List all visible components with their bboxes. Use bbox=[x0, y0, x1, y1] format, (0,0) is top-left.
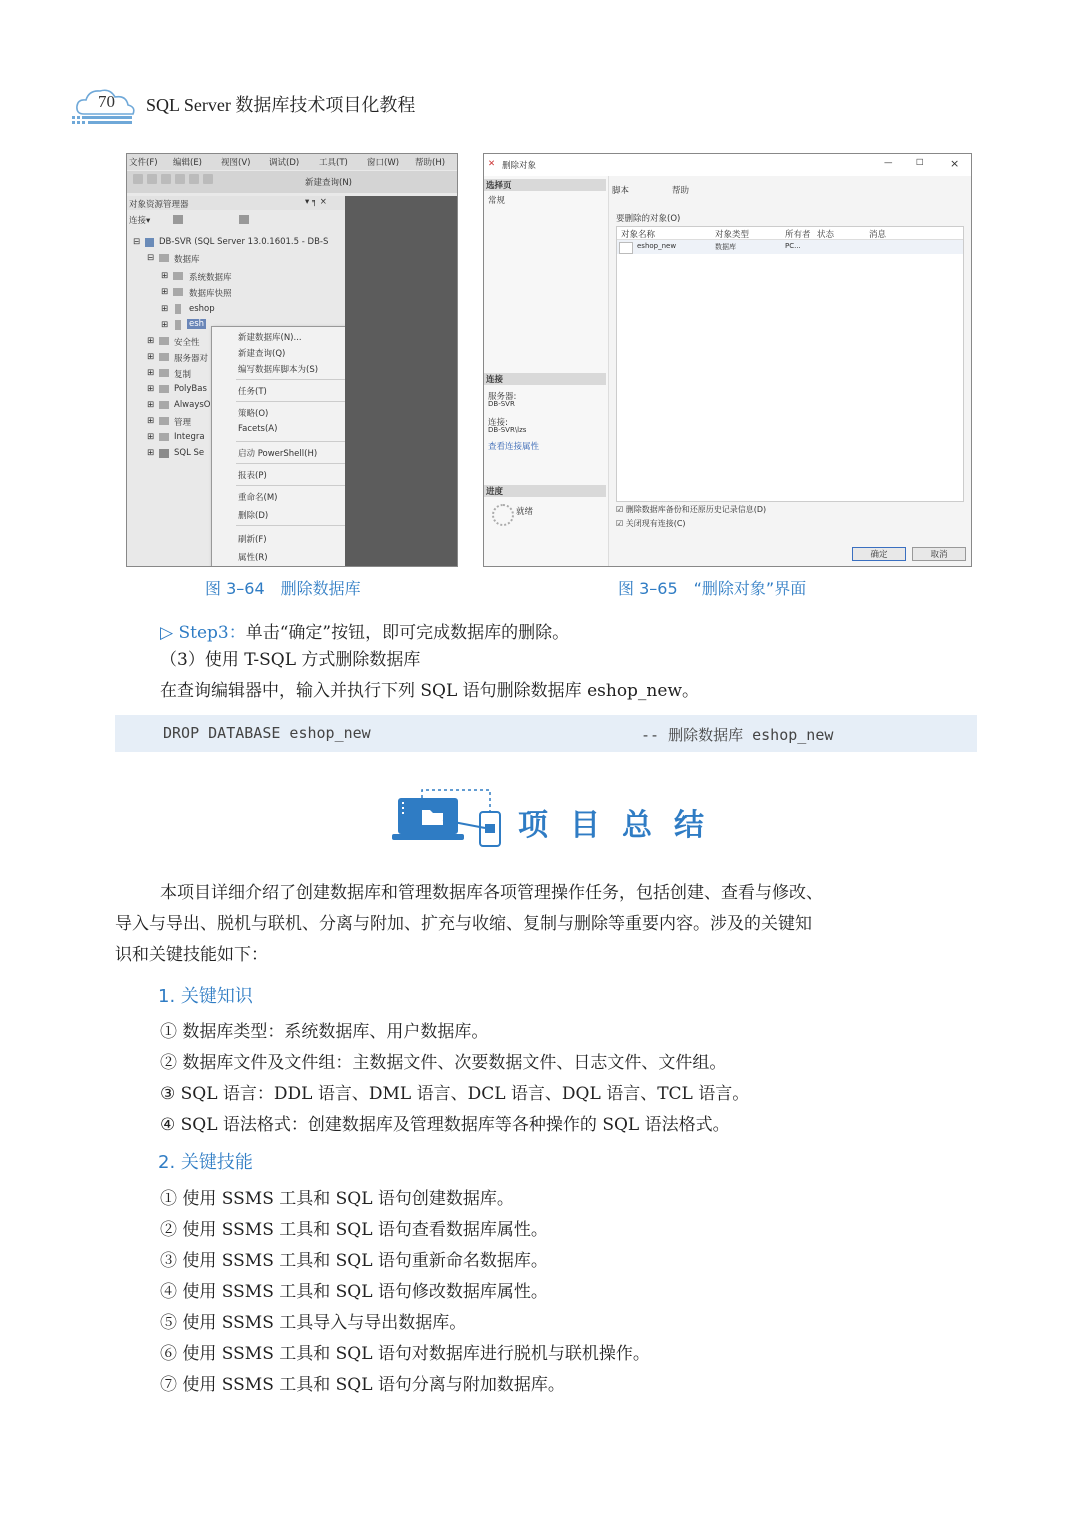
checkbox-delete-history-label: 删除数据库备份和还原历史记录信息(D) bbox=[625, 505, 767, 514]
ssms-screenshot bbox=[126, 153, 458, 567]
step3-text: 单击“确定”按钮，即可完成数据库的删除。 bbox=[245, 623, 570, 643]
section-title: 项目总结 bbox=[518, 808, 726, 843]
page-general-item[interactable]: 常规 bbox=[488, 196, 506, 206]
grid-header bbox=[617, 227, 963, 240]
heading-tsql-delete: （3）使用 T-SQL 方式删除数据库 bbox=[160, 650, 421, 670]
server-label: 服务器: bbox=[488, 392, 517, 402]
close-icon[interactable]: × bbox=[950, 157, 960, 170]
menu-properties[interactable]: 属性(R) bbox=[238, 553, 268, 563]
figure-caption-left: 图 3–64 删除数据库 bbox=[205, 579, 361, 598]
intro-paragraph: 在查询编辑器中，输入并执行下列 SQL 语句删除数据库 eshop_new。 bbox=[160, 681, 699, 701]
toolbar-back-icon[interactable] bbox=[133, 174, 143, 184]
expand-icon[interactable]: ⊞ bbox=[147, 448, 155, 458]
database-icon bbox=[175, 304, 181, 314]
expand-icon[interactable]: ⊞ bbox=[161, 287, 169, 297]
list-item: ② 使用 SSMS 工具和 SQL 语句查看数据库属性。 bbox=[160, 1220, 548, 1240]
menu-reports[interactable]: 报表(P) bbox=[238, 471, 267, 481]
server-value: DB-SVR bbox=[488, 400, 515, 408]
toolbar-open-icon[interactable] bbox=[175, 174, 185, 184]
objects-to-delete-label: 要删除的对象(O) bbox=[616, 214, 681, 224]
checkbox-close-connections[interactable]: ☑ 关闭现有连接(C) bbox=[616, 519, 686, 528]
key-knowledge-heading: 1. 关键知识 bbox=[158, 986, 253, 1007]
explorer-title: 对象资源管理器 bbox=[129, 200, 189, 210]
list-item: ⑥ 使用 SSMS 工具和 SQL 语句对数据库进行脱机与联机操作。 bbox=[160, 1344, 650, 1364]
list-item: ① 使用 SSMS 工具和 SQL 语句创建数据库。 bbox=[160, 1189, 514, 1209]
menu-refresh[interactable]: 刷新(F) bbox=[238, 535, 267, 545]
menu-start-powershell[interactable]: 启动 PowerShell(H) bbox=[238, 449, 318, 459]
tree-item-integration[interactable]: Integra bbox=[174, 432, 205, 442]
col-object-name[interactable]: 对象名称 bbox=[621, 230, 656, 240]
folder-icon bbox=[159, 401, 169, 409]
toolbar-forward-icon[interactable] bbox=[147, 174, 157, 184]
menu-delete[interactable]: 删除(D) bbox=[238, 511, 269, 521]
server-icon bbox=[145, 238, 154, 247]
list-item: ⑦ 使用 SSMS 工具和 SQL 语句分离与附加数据库。 bbox=[160, 1375, 565, 1395]
list-item: ② 数据库文件及文件组：主数据文件、次要数据文件、日志文件、文件组。 bbox=[160, 1053, 727, 1073]
laptop-phone-icon bbox=[392, 788, 510, 850]
play-circle-icon: ▷ bbox=[160, 623, 174, 643]
col-message[interactable]: 消息 bbox=[869, 230, 887, 240]
tree-item-management[interactable]: 管理 bbox=[174, 418, 192, 428]
ssms-menubar bbox=[127, 154, 457, 170]
folder-icon bbox=[159, 353, 169, 361]
server-node[interactable]: DB-SVR (SQL Server 13.0.1601.5 - DB-S bbox=[159, 237, 329, 247]
menu-new-query[interactable]: 新建查询(Q) bbox=[238, 349, 286, 359]
expand-icon[interactable]: ⊞ bbox=[161, 304, 169, 314]
connection-header: 连接 bbox=[484, 373, 606, 385]
menu-edit[interactable]: 编辑(E) bbox=[173, 158, 203, 168]
dialog-title: 删除对象 bbox=[502, 161, 537, 171]
table-row[interactable] bbox=[617, 240, 963, 254]
tree-item-system-databases[interactable]: 系统数据库 bbox=[189, 273, 232, 283]
tree-item-polybase[interactable]: PolyBas bbox=[174, 384, 207, 394]
dialog-sidebar bbox=[484, 176, 609, 567]
list-item: ④ SQL 语法格式：创建数据库及管理数据库等各种操作的 SQL 语法格式。 bbox=[160, 1115, 730, 1135]
minimize-icon[interactable]: — bbox=[884, 158, 893, 168]
delete-object-dialog bbox=[483, 153, 972, 567]
checkbox-delete-history[interactable]: ☑ 删除数据库备份和还原历史记录信息(D) bbox=[616, 505, 767, 514]
ssms-toolbar bbox=[127, 171, 457, 193]
ok-button[interactable]: 确定 bbox=[852, 547, 906, 561]
tree-item-databases[interactable]: 数据库 bbox=[174, 255, 200, 265]
menu-facets[interactable]: Facets(A) bbox=[238, 424, 278, 434]
editor-area bbox=[345, 196, 458, 567]
connect-button[interactable]: 连接▾ bbox=[129, 216, 151, 226]
figure-caption-right: 图 3–65 “删除对象”界面 bbox=[618, 579, 807, 598]
connect-icon[interactable] bbox=[173, 215, 183, 224]
cell-owner: PC... bbox=[785, 242, 801, 250]
database-icon bbox=[175, 320, 181, 330]
expand-icon[interactable]: ⊞ bbox=[147, 352, 155, 362]
dialog-titlebar bbox=[484, 154, 972, 176]
expand-icon[interactable]: ⊟ bbox=[147, 253, 155, 263]
col-status[interactable]: 状态 bbox=[817, 230, 835, 240]
new-query-button[interactable]: 新建查询(N) bbox=[305, 178, 352, 188]
progress-status: 就绪 bbox=[516, 507, 534, 517]
folder-icon bbox=[159, 433, 169, 441]
list-item: ⑤ 使用 SSMS 工具导入与导出数据库。 bbox=[160, 1313, 467, 1333]
explorer-titlebar bbox=[127, 196, 345, 210]
list-item: ③ 使用 SSMS 工具和 SQL 语句重新命名数据库。 bbox=[160, 1251, 548, 1271]
checkbox-close-connections-label: 关闭现有连接(C) bbox=[625, 519, 686, 528]
expand-icon[interactable]: ⊞ bbox=[147, 384, 155, 394]
expand-icon[interactable]: ⊞ bbox=[147, 400, 155, 410]
step3-line bbox=[160, 618, 569, 643]
explorer-toolbar bbox=[127, 212, 345, 226]
summary-line-3: 识和关键技能如下： bbox=[115, 945, 268, 965]
expand-icon[interactable]: ⊞ bbox=[161, 271, 169, 281]
folder-icon bbox=[159, 369, 169, 377]
menu-view[interactable]: 视图(V) bbox=[221, 158, 251, 168]
progress-header: 进度 bbox=[484, 485, 606, 497]
tree-item-eshop[interactable]: eshop bbox=[189, 304, 215, 314]
code-comment: -- 删除数据库 eshop_new bbox=[641, 726, 834, 744]
book-title: SQL Server 数据库技术项目化教程 bbox=[146, 95, 416, 115]
summary-line-1: 本项目详细介绍了创建数据库和管理数据库各项管理操作任务，包括创建、查看与修改、 bbox=[160, 883, 823, 903]
folder-icon bbox=[173, 288, 183, 296]
menu-window[interactable]: 窗口(W) bbox=[367, 158, 400, 168]
folder-icon bbox=[159, 254, 169, 262]
tree-item-replication[interactable]: 复制 bbox=[174, 370, 192, 380]
refresh-icon[interactable] bbox=[239, 215, 249, 224]
maximize-icon[interactable]: ☐ bbox=[916, 158, 924, 168]
agent-icon bbox=[159, 449, 169, 458]
folder-icon bbox=[159, 337, 169, 345]
tree-item-sql-agent[interactable]: SQL Se bbox=[174, 448, 205, 458]
expand-icon[interactable]: ⊟ bbox=[133, 237, 141, 247]
menu-file[interactable]: 文件(F) bbox=[129, 158, 158, 168]
connection-value: DB-SVR\lzs bbox=[488, 426, 527, 434]
folder-icon bbox=[173, 272, 183, 280]
list-item: ④ 使用 SSMS 工具和 SQL 语句修改数据库属性。 bbox=[160, 1282, 548, 1302]
tree-item-server-objects[interactable]: 服务器对 bbox=[174, 354, 209, 364]
toolbar-new-icon[interactable] bbox=[161, 174, 171, 184]
toolbar-save-all-icon[interactable] bbox=[203, 174, 213, 184]
dialog-app-icon: ✕ bbox=[488, 159, 496, 169]
code-block bbox=[115, 715, 977, 752]
expand-icon[interactable]: ⊞ bbox=[147, 432, 155, 442]
step3-label: Step3： bbox=[178, 623, 246, 643]
row-icon bbox=[619, 242, 633, 254]
tree-item-security[interactable]: 安全性 bbox=[174, 338, 200, 348]
explorer-pin-close[interactable]: ▾ ╕ × bbox=[305, 197, 327, 207]
cancel-button[interactable]: 取消 bbox=[912, 547, 966, 561]
menu-new-database[interactable]: 新建数据库(N)... bbox=[238, 333, 302, 343]
expand-icon[interactable]: ⊞ bbox=[147, 416, 155, 426]
col-owner[interactable]: 所有者 bbox=[785, 230, 811, 240]
view-connection-properties-link[interactable]: 查看连接属性 bbox=[488, 442, 540, 452]
tree-item-snapshots[interactable]: 数据库快照 bbox=[189, 289, 232, 299]
summary-line-2: 导入与导出、脱机与联机、分离与附加、扩充与收缩、复制与删除等重要内容。涉及的关键知 bbox=[115, 914, 812, 934]
menu-rename[interactable]: 重命名(M) bbox=[238, 493, 278, 503]
objects-grid bbox=[616, 226, 964, 502]
expand-icon[interactable]: ⊞ bbox=[161, 320, 169, 330]
menu-tasks[interactable]: 任务(T) bbox=[238, 387, 267, 397]
col-object-type[interactable]: 对象类型 bbox=[715, 230, 750, 240]
cell-object-name: eshop_new bbox=[637, 242, 677, 250]
menu-policies[interactable]: 策略(O) bbox=[238, 409, 269, 419]
menu-tools[interactable]: 工具(T) bbox=[319, 158, 348, 168]
folder-icon bbox=[159, 417, 169, 425]
select-page-header: 选择页 bbox=[484, 179, 606, 191]
menu-script-database[interactable]: 编写数据库脚本为(S) bbox=[238, 365, 319, 375]
code-statement: DROP DATABASE eshop_new bbox=[163, 724, 371, 742]
expand-icon[interactable]: ⊞ bbox=[147, 336, 155, 346]
list-item: ① 数据库类型：系统数据库、用户数据库。 bbox=[160, 1022, 489, 1042]
tree-item-alwayson[interactable]: AlwaysO bbox=[174, 400, 211, 410]
page-number: 70 bbox=[98, 92, 115, 111]
menu-debug[interactable]: 调试(D) bbox=[269, 158, 300, 168]
folder-icon bbox=[159, 385, 169, 393]
toolbar-save-icon[interactable] bbox=[189, 174, 199, 184]
tree-item-eshop-new-selected[interactable]: esh bbox=[189, 319, 205, 329]
expand-icon[interactable]: ⊞ bbox=[147, 368, 155, 378]
list-item: ③ SQL 语言：DDL 语言、DML 语言、DCL 语言、DQL 语言、TCL 语言。 bbox=[160, 1084, 750, 1104]
help-button[interactable]: 帮助 bbox=[672, 186, 690, 196]
cell-object-type: 数据库 bbox=[715, 243, 736, 251]
connection-label: 连接: bbox=[488, 418, 508, 428]
menu-help[interactable]: 帮助(H) bbox=[415, 158, 446, 168]
key-skills-heading: 2. 关键技能 bbox=[158, 1152, 253, 1173]
script-button[interactable]: 脚本 bbox=[612, 186, 630, 196]
progress-spinner-icon bbox=[492, 504, 514, 526]
